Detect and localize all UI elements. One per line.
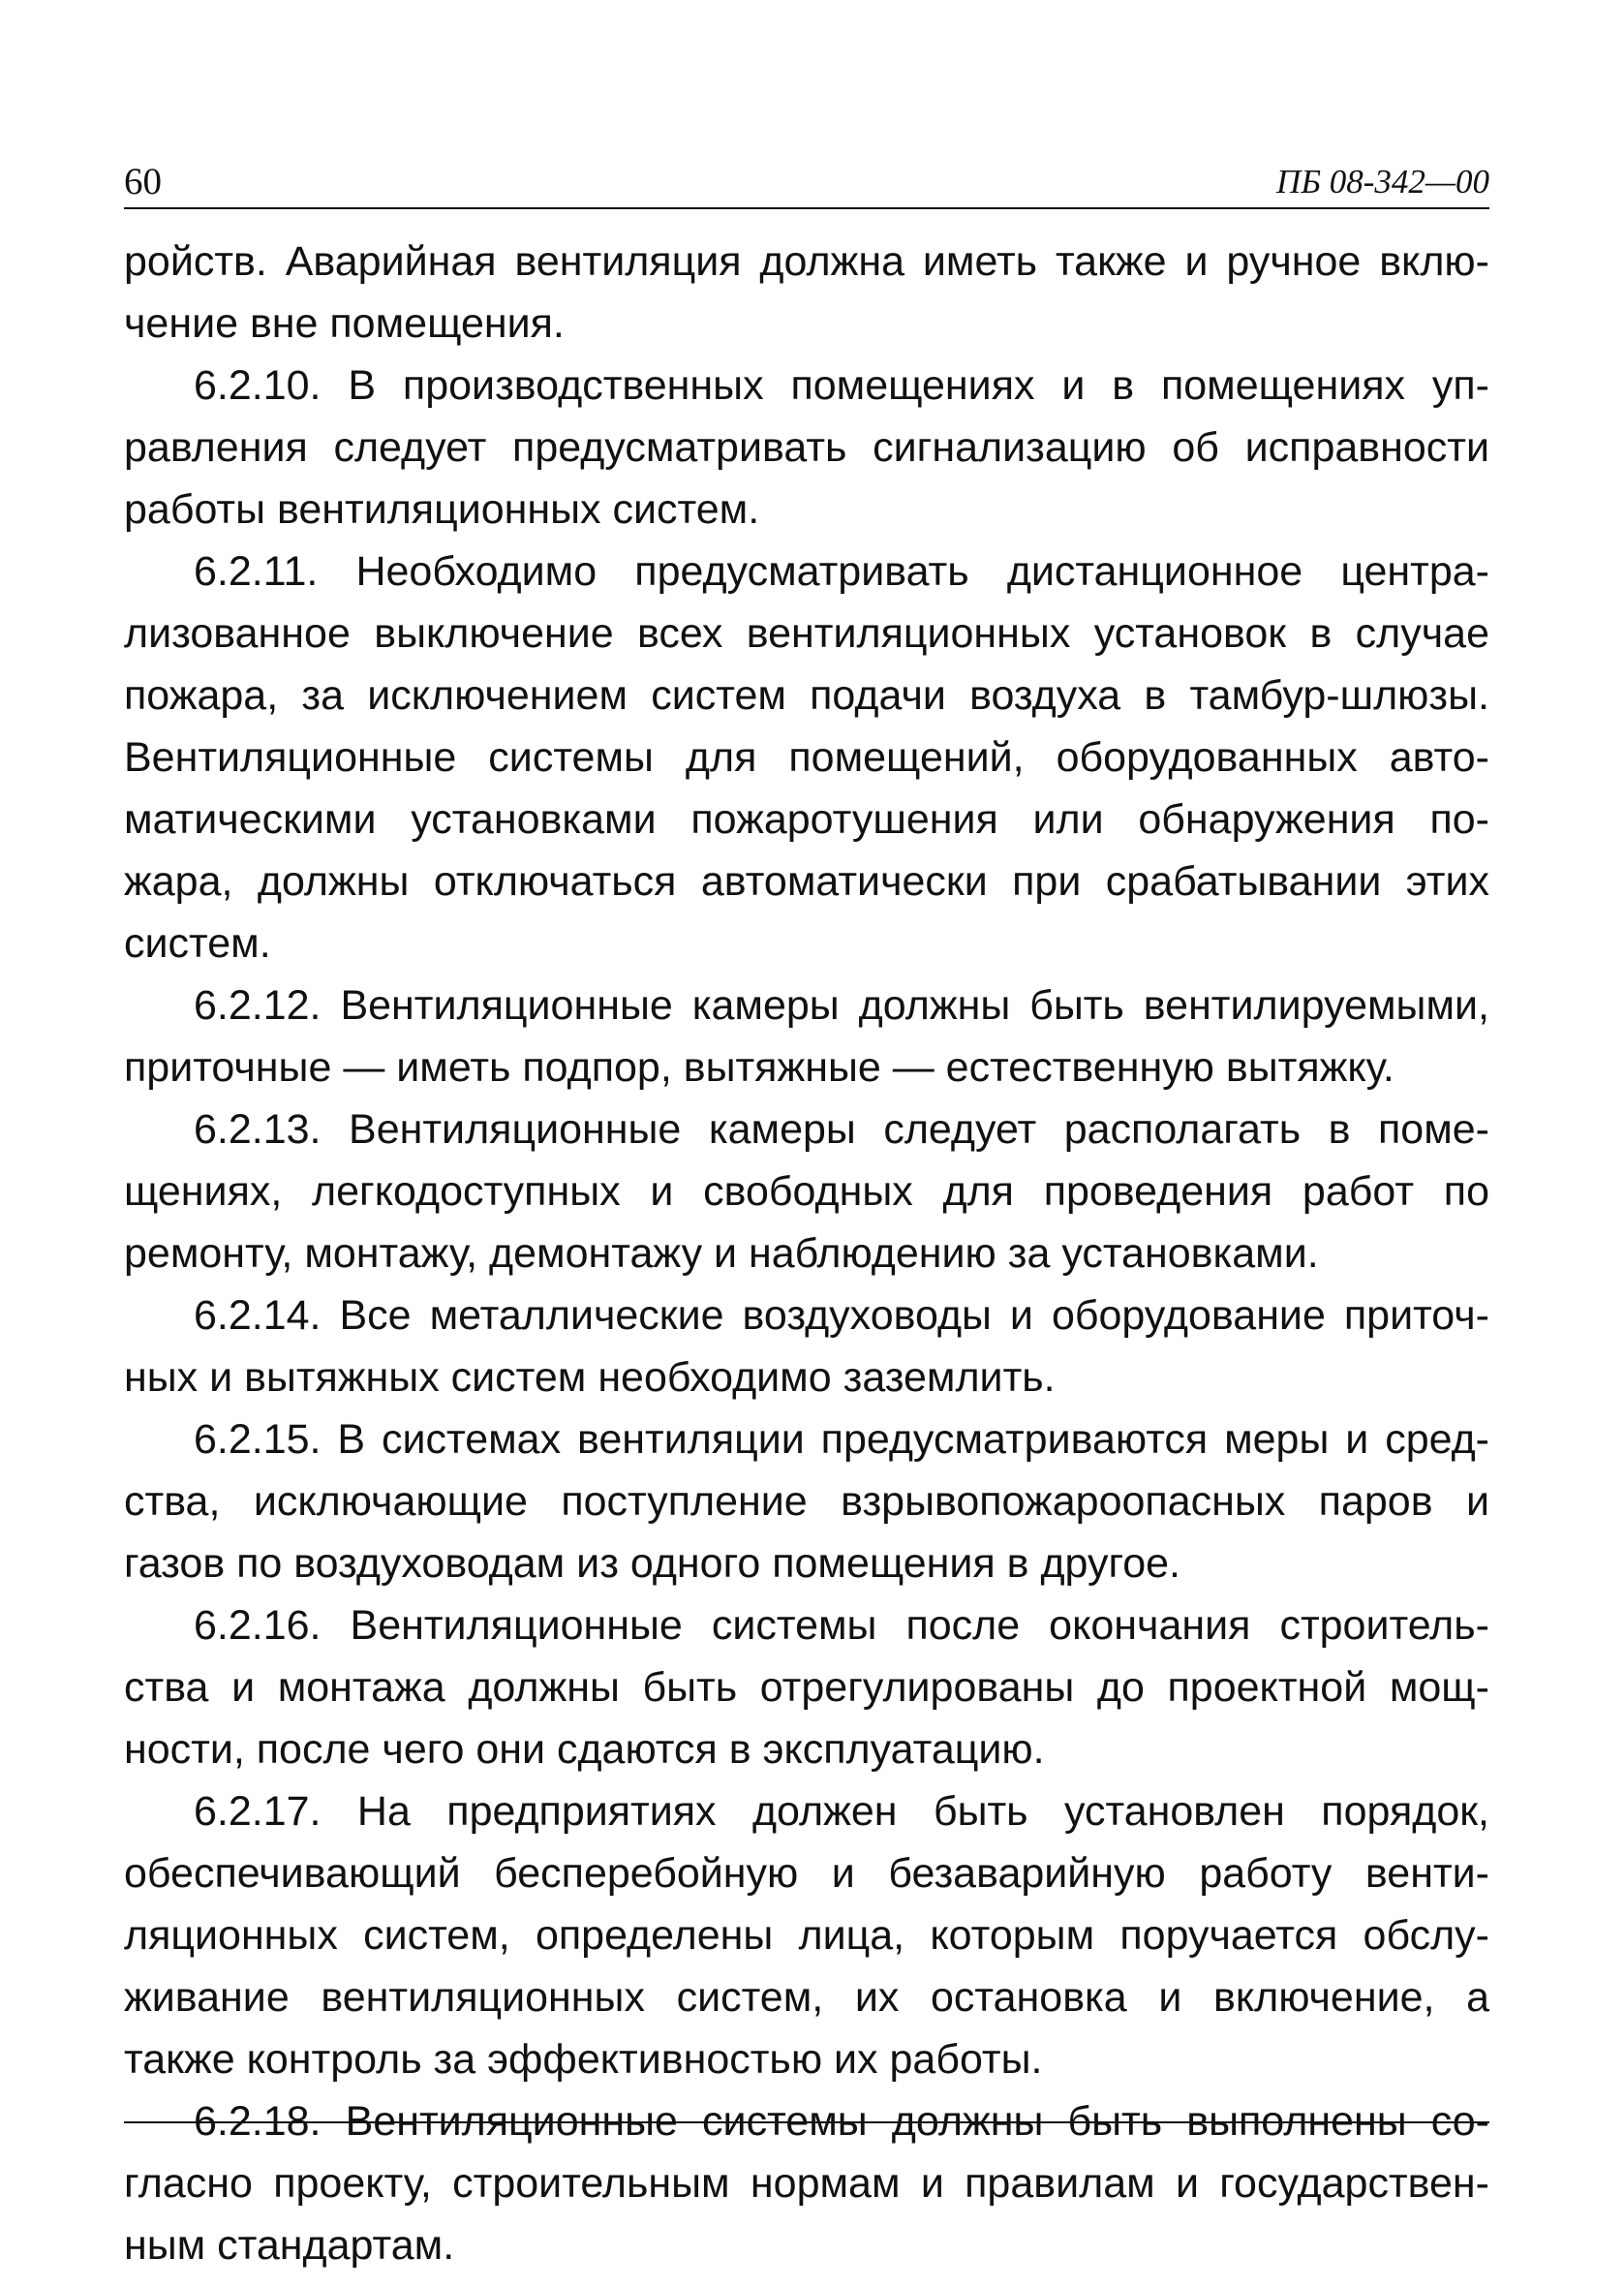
- text-line: обеспечивающий бесперебойную и безаварийную работу венти-: [124, 1850, 1489, 1897]
- text-line: 6.2.14. Все металлические воздуховоды и оборудование приточ-: [194, 1292, 1489, 1339]
- text-line: ства, исключающие поступление взрывопожароопасных паров и: [124, 1478, 1489, 1525]
- text-line: пожара, за исключением систем подачи воздуха в тамбур-шлюзы.: [124, 672, 1489, 719]
- text-line: Вентиляционные системы для помещений, оборудованных авто-: [124, 734, 1489, 781]
- document-body: [124, 231, 1489, 2276]
- text-line: ных и вытяжных систем необходимо заземлить.: [124, 1354, 1056, 1401]
- text-line: 6.2.11. Необходимо предусматривать дистанционное центра-: [194, 548, 1489, 595]
- paragraph-6-2-11: [124, 541, 1489, 974]
- text-line: ным стандартам.: [124, 2222, 455, 2269]
- paragraph-6-2-15: [124, 1408, 1489, 1594]
- text-line: работы вентиляционных систем.: [124, 486, 760, 533]
- paragraph-6-2-13: [124, 1098, 1489, 1284]
- text-line: жара, должны отключаться автоматически при срабатывании этих: [124, 858, 1489, 905]
- text-line: систем.: [124, 920, 271, 967]
- paragraph-6-2-12: [124, 974, 1489, 1098]
- header-divider: [124, 207, 1489, 209]
- paragraph-6-2-16: [124, 1594, 1489, 1780]
- text-line: 6.2.15. В системах вентиляции предусматриваются меры и сред-: [194, 1416, 1489, 1463]
- paragraph-6-2-18: [124, 2090, 1489, 2276]
- text-line: газов по воздуховодам из одного помещения в другое.: [124, 1540, 1180, 1587]
- text-line: гласно проекту, строительным нормам и правилам и государствен-: [124, 2160, 1489, 2207]
- text-line: ства и монтажа должны быть отрегулированы до проектной мощ-: [124, 1664, 1489, 1711]
- text-line: также контроль за эффективностью их работы.: [124, 2036, 1043, 2083]
- paragraph-6-2-17: [124, 1780, 1489, 2090]
- text-line: 6.2.16. Вентиляционные системы после окончания строитель-: [194, 1602, 1489, 1649]
- text-line: лизованное выключение всех вентиляционных установок в случае: [124, 610, 1489, 657]
- text-line: ройств. Аварийная вентиляция должна иметь также и ручное вклю-: [124, 238, 1489, 285]
- text-line: ремонту, монтажу, демонтажу и наблюдению за установками.: [124, 1230, 1319, 1277]
- text-line: 6.2.10. В производственных помещениях и в помещениях уп-: [194, 362, 1489, 409]
- text-line: приточные — иметь подпор, вытяжные — естественную вытяжку.: [124, 1044, 1394, 1091]
- paragraph-6-2-14: [124, 1284, 1489, 1408]
- text-line: матическими установками пожаротушения или обнаружения по-: [124, 796, 1489, 843]
- text-line: 6.2.17. На предприятиях должен быть установлен порядок,: [194, 1788, 1489, 1835]
- paragraph-6-2-10: [124, 355, 1489, 541]
- text-line: ляционных систем, определены лица, которым поручается обслу-: [124, 1912, 1489, 1959]
- paragraph-cont: [124, 231, 1489, 355]
- text-line: щениях, легкодоступных и свободных для проведения работ по: [124, 1168, 1489, 1215]
- page-header: [124, 157, 1489, 207]
- text-line: ности, после чего они сдаются в эксплуатацию.: [124, 1726, 1045, 1773]
- text-line: живание вентиляционных систем, их остановка и включение, а: [124, 1974, 1489, 2021]
- text-line: 6.2.13. Вентиляционные камеры следует располагать в поме-: [194, 1106, 1489, 1153]
- text-line: 6.2.12. Вентиляционные камеры должны быть вентилируемыми,: [194, 982, 1489, 1029]
- text-line: чение вне помещения.: [124, 300, 565, 347]
- page-number: 60: [124, 161, 162, 202]
- text-line: 6.2.18. Вентиляционные системы должны быть выполнены со-: [194, 2098, 1489, 2145]
- document-code: ПБ 08-342—00: [1276, 163, 1489, 201]
- footer-divider: [124, 2121, 1489, 2123]
- text-line: равления следует предусматривать сигнализацию об исправности: [124, 424, 1489, 471]
